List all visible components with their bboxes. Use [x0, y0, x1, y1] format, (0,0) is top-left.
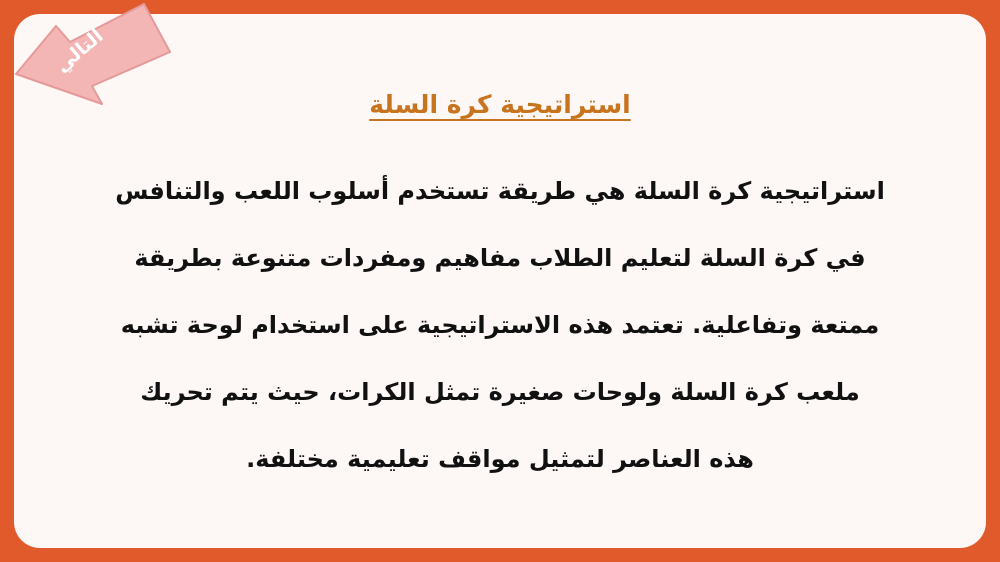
body-line: في كرة السلة لتعليم الطلاب مفاهيم ومفردات متنوعة بطريقة — [134, 244, 866, 272]
body-line: ملعب كرة السلة ولوحات صغيرة تمثل الكرات، حيث يتم تحريك — [140, 378, 860, 406]
body-line: هذه العناصر لتمثيل مواقف تعليمية مختلفة. — [246, 445, 754, 473]
slide-body — [100, 158, 900, 493]
body-line: استراتيجية كرة السلة هي طريقة تستخدم أسلوب اللعب والتنافس — [115, 177, 885, 205]
slide-title: استراتيجية كرة السلة — [369, 90, 631, 119]
next-button-label[interactable]: التالي — [51, 24, 108, 78]
body-line: ممتعة وتفاعلية. تعتمد هذه الاستراتيجية على استخدام لوحة تشبه — [120, 311, 880, 339]
